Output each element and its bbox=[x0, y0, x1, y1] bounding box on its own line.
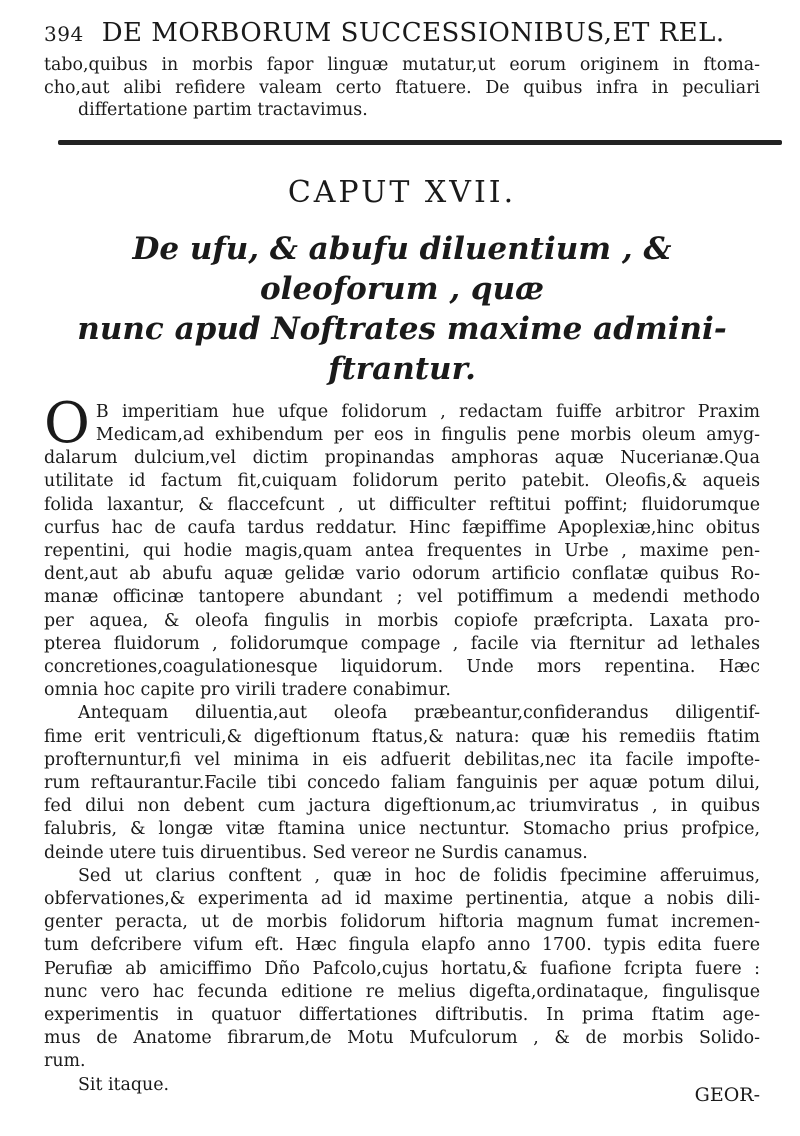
text-line: Antequam diluentia,aut oleofa præbeantur,confiderandus diligentif- bbox=[78, 703, 760, 724]
text-line: folida laxantur, & flaccefcunt , ut difficulter reftitui poffint; fluidorumque bbox=[44, 494, 760, 515]
text-line: utilitate id factum fit,cuiquam folidorum perito patebit. Oleofis,& aqueis bbox=[44, 471, 760, 492]
page-number: 394 bbox=[44, 22, 84, 46]
top-paragraph bbox=[44, 54, 760, 122]
text-line: differtatione partim tractavimus. bbox=[78, 100, 368, 121]
text-line: curfus hac de caufa tardus reddatur. Hinc fæpiffime Apoplexiæ,hinc obitus bbox=[44, 517, 760, 538]
text-line: deinde utere tuis diruentibus. Sed vereor ne Surdis canamus. bbox=[44, 842, 588, 863]
text-line: concretiones,coagulationesque liquidorum. Unde mors repentina. Hæc bbox=[44, 657, 760, 678]
text-line: nunc vero hac fecunda editione re melius digefta,ordinataque, fingulisque bbox=[44, 981, 760, 1002]
text-line: omnia hoc capite pro virili tradere conabimur. bbox=[44, 680, 451, 701]
title-line: nunc apud Noftrates maxime admini- bbox=[77, 310, 727, 347]
running-title: DE MORBORUM SUCCESSIONIBUS,ET REL. bbox=[101, 18, 725, 48]
text-line: tum defcribere vifum eft. Hæc fingula elapfo anno 1700. typis edita fuere bbox=[44, 935, 760, 956]
text-line: fime erit ventriculi,& digeftionum ftatus,& natura: quæ his remediis ftatim bbox=[44, 726, 760, 747]
text-line: rum. bbox=[44, 1051, 86, 1072]
title-line: De ufu, & abufu diluentium , & oleoforum , quæ bbox=[132, 230, 672, 307]
text-line: Sed ut clarius conftent , quæ in hoc de folidis fpecimine afferuimus, bbox=[78, 865, 760, 886]
text-line: pterea fluidorum , folidorumque compage , facile via fternitur ad lethales bbox=[44, 633, 760, 654]
text-line: repentini, qui hodie magis,quam antea frequentes in Urbe , maxime pen- bbox=[44, 541, 760, 561]
text-line: falubris, & longæ vitæ ftamina unice nectuntur. Stomacho prius profpice, bbox=[44, 819, 760, 840]
text-line: mus de Anatome fibrarum,de Motu Mufculorum , & de morbis Solido- bbox=[44, 1028, 760, 1049]
title-line: ftrantur. bbox=[328, 350, 476, 387]
running-head bbox=[44, 18, 760, 54]
text-line: Medicam,ad exhibendum per eos in fingulis pene morbis oleum amyg- bbox=[95, 424, 760, 445]
chapter-heading: CAPUT XVII. bbox=[287, 174, 517, 210]
body-text bbox=[44, 390, 760, 1097]
text-line: B imperitiam hue ufque folidorum , redactam fuiffe arbitror Praxim bbox=[95, 401, 760, 422]
text-line: manæ officinæ tantopere abundant ; vel potiffimum a medendi methodo bbox=[44, 587, 760, 608]
text-line: Sit itaque. bbox=[78, 1074, 170, 1095]
text-line: Perufiæ ab amiciffimo Dño Pafcolo,cujus hortatu,& fuafione fcripta fuere : bbox=[44, 958, 760, 979]
drop-cap: O bbox=[44, 390, 90, 456]
text-line: per aqueа, & oleofa fingulis in morbis copiofe præfcripta. Laxata pro- bbox=[44, 610, 760, 631]
text-line: genter peracta, ut de morbis folidorum hiftoria magnum fumat incremen- bbox=[44, 912, 760, 933]
text-line: dent,aut ab abufu aquæ gelidæ vario odorum artificio conflatæ quibus Ro- bbox=[44, 564, 760, 585]
text-line: obfervationes,& experimenta ad id maxime pertinentia, atque a nobis dili- bbox=[44, 889, 760, 910]
chapter-title bbox=[44, 229, 760, 389]
divider-rule bbox=[58, 140, 782, 145]
text-line: rum reftaurantur.Facile tibi concedo faliam fanguinis per aquæ potum dilui, bbox=[44, 773, 760, 794]
text-line: fed dilui non debent cum jactura digeftionum,ac triumviratus , in quibus bbox=[44, 796, 760, 817]
text-line: profternuntur,fi vel minima in eis adfuerit debilitas,nec ita facile impofte- bbox=[44, 749, 760, 770]
text-line: dalarum dulcium,vel dictim propinandas amphoras aquæ Nucerianæ.Qua bbox=[44, 448, 760, 469]
text-line: tabo,quibus in morbis fapor linguæ mutatur,ut eorum originem in ftoma- bbox=[44, 55, 760, 75]
text-line: experimentis in quatuor differtationes diftributis. In prima ftatim age- bbox=[44, 1005, 760, 1026]
catchword: GEOR- bbox=[694, 1084, 760, 1106]
text-line: cho,aut alibi refidere valeam certo ftatuere. De quibus infra in peculiari bbox=[44, 77, 760, 98]
